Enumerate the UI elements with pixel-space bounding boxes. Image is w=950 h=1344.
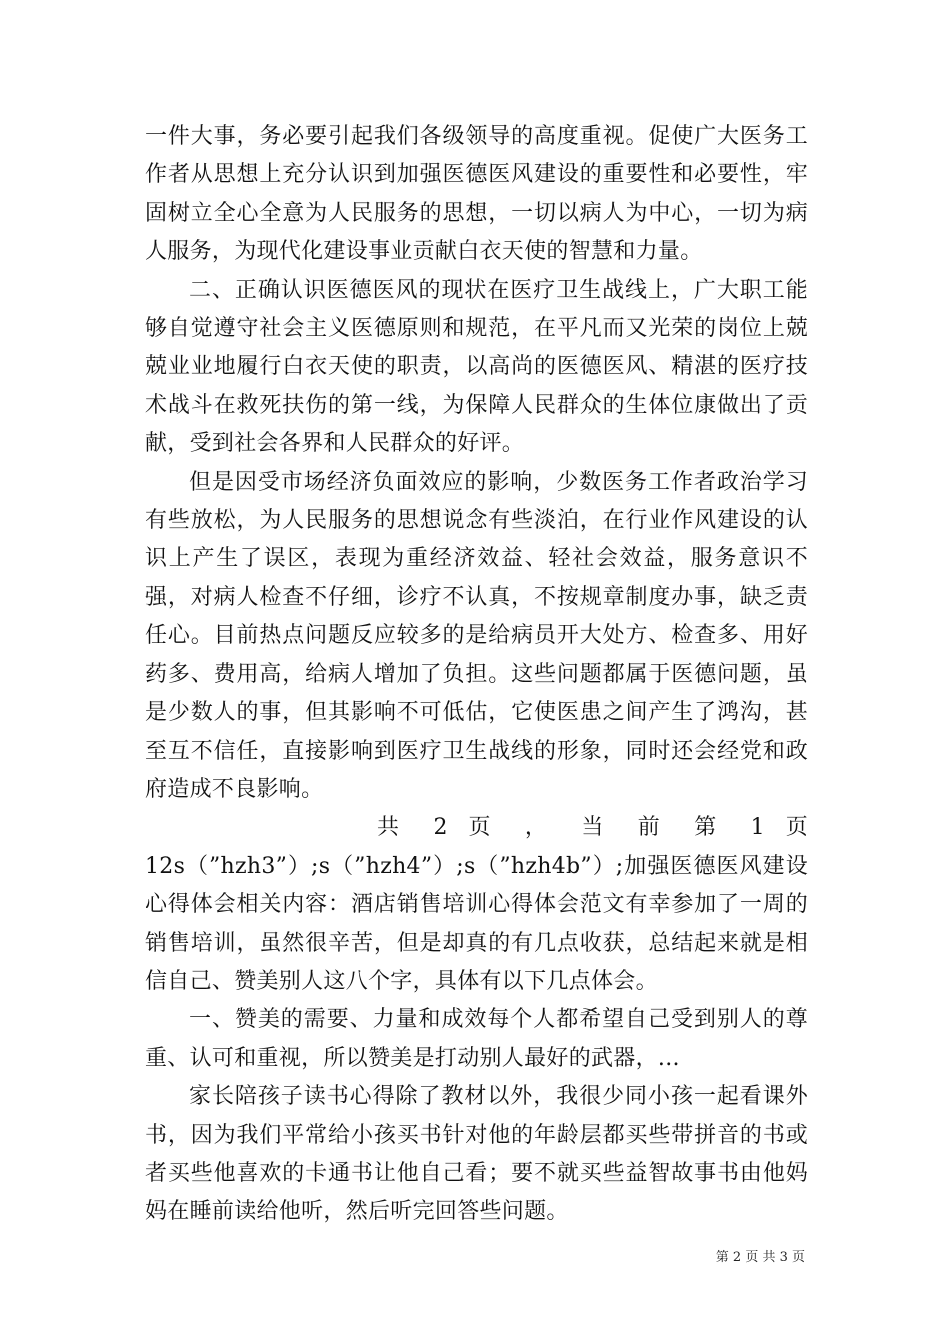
paragraph-3: 但是因受市场经济负面效应的影响，少数医务工作者政治学习有些放松，为人民服务的思想说念有些淡泊，在行业作风建设的认识上产生了误区，表现为重经济效益、轻社会效益，服务意识不强，对病人检查不仔细，诊疗不认真，不按规章制度办事，缺乏责任心。目前热点问题反应较多的是给病员开大处方、检查多、用好药多、费用高，给病人增加了负担。这些问题都属于医德问题，虽是少数人的事，但其影响不可低估，它使医患之间产生了鸿沟，甚至互不信任，直接影响到医疗卫生战线的形象，同时还会经党和政府造成不良影响。 [145,469,808,802]
paragraph-2: 二、正确认识医德医风的现状在医疗卫生战线上，广大职工能够自觉遵守社会主义医德原则和规范，在平凡而又光荣的岗位上兢兢业业地履行白衣天使的职责，以高尚的医德医风、精湛的医疗技术战斗在救死扶伤的第一线，为保障人民群众的生体位康做出了贡献，受到社会各界和人民群众的好评。 [145,277,808,457]
paragraph-4: 一、赞美的需要、力量和成效每个人都希望自己受到别人的尊重、认可和重视，所以赞美是打动别人最好的武器，... [145,1007,808,1071]
paragraph-5: 家长陪孩子读书心得除了教材以外，我很少同小孩一起看课外书，因为我们平常给小孩买书针对他的年龄层都买些带拼音的书或者买些他喜欢的卡通书让他自己看；要不就买些益智故事书由他妈妈在睡前读给他听，然后听完回答些问题。 [145,1084,808,1225]
paragraph-1: 一件大事，务必要引起我们各级领导的高度重视。促使广大医务工作者从思想上充分认识到加强医德医风建设的重要性和必要性，牢固树立全心全意为人民服务的思想，一切以病人为中心，一切为病人服务，为现代化建设事业贡献白衣天使的智慧和力量。 [145,124,808,265]
page-footer: 第 2 页 共 3 页 [715,1250,805,1265]
document-body [145,118,808,1232]
script-paragraph: 12s（”hzh3”）;s（”hzh4”）;s（”hzh4b”）;加强医德医风建设心得体会相关内容：酒店销售培训心得体会范文有幸参加了一周的销售培训，虽然很辛苦，但是却真的有几点收获，总结起来就是相信自己、赞美别人这八个字，具体有以下几点体会。 [145,853,808,994]
page-counter-line: 共 2 页 ， 当 前 第 1 页 [377,815,808,841]
